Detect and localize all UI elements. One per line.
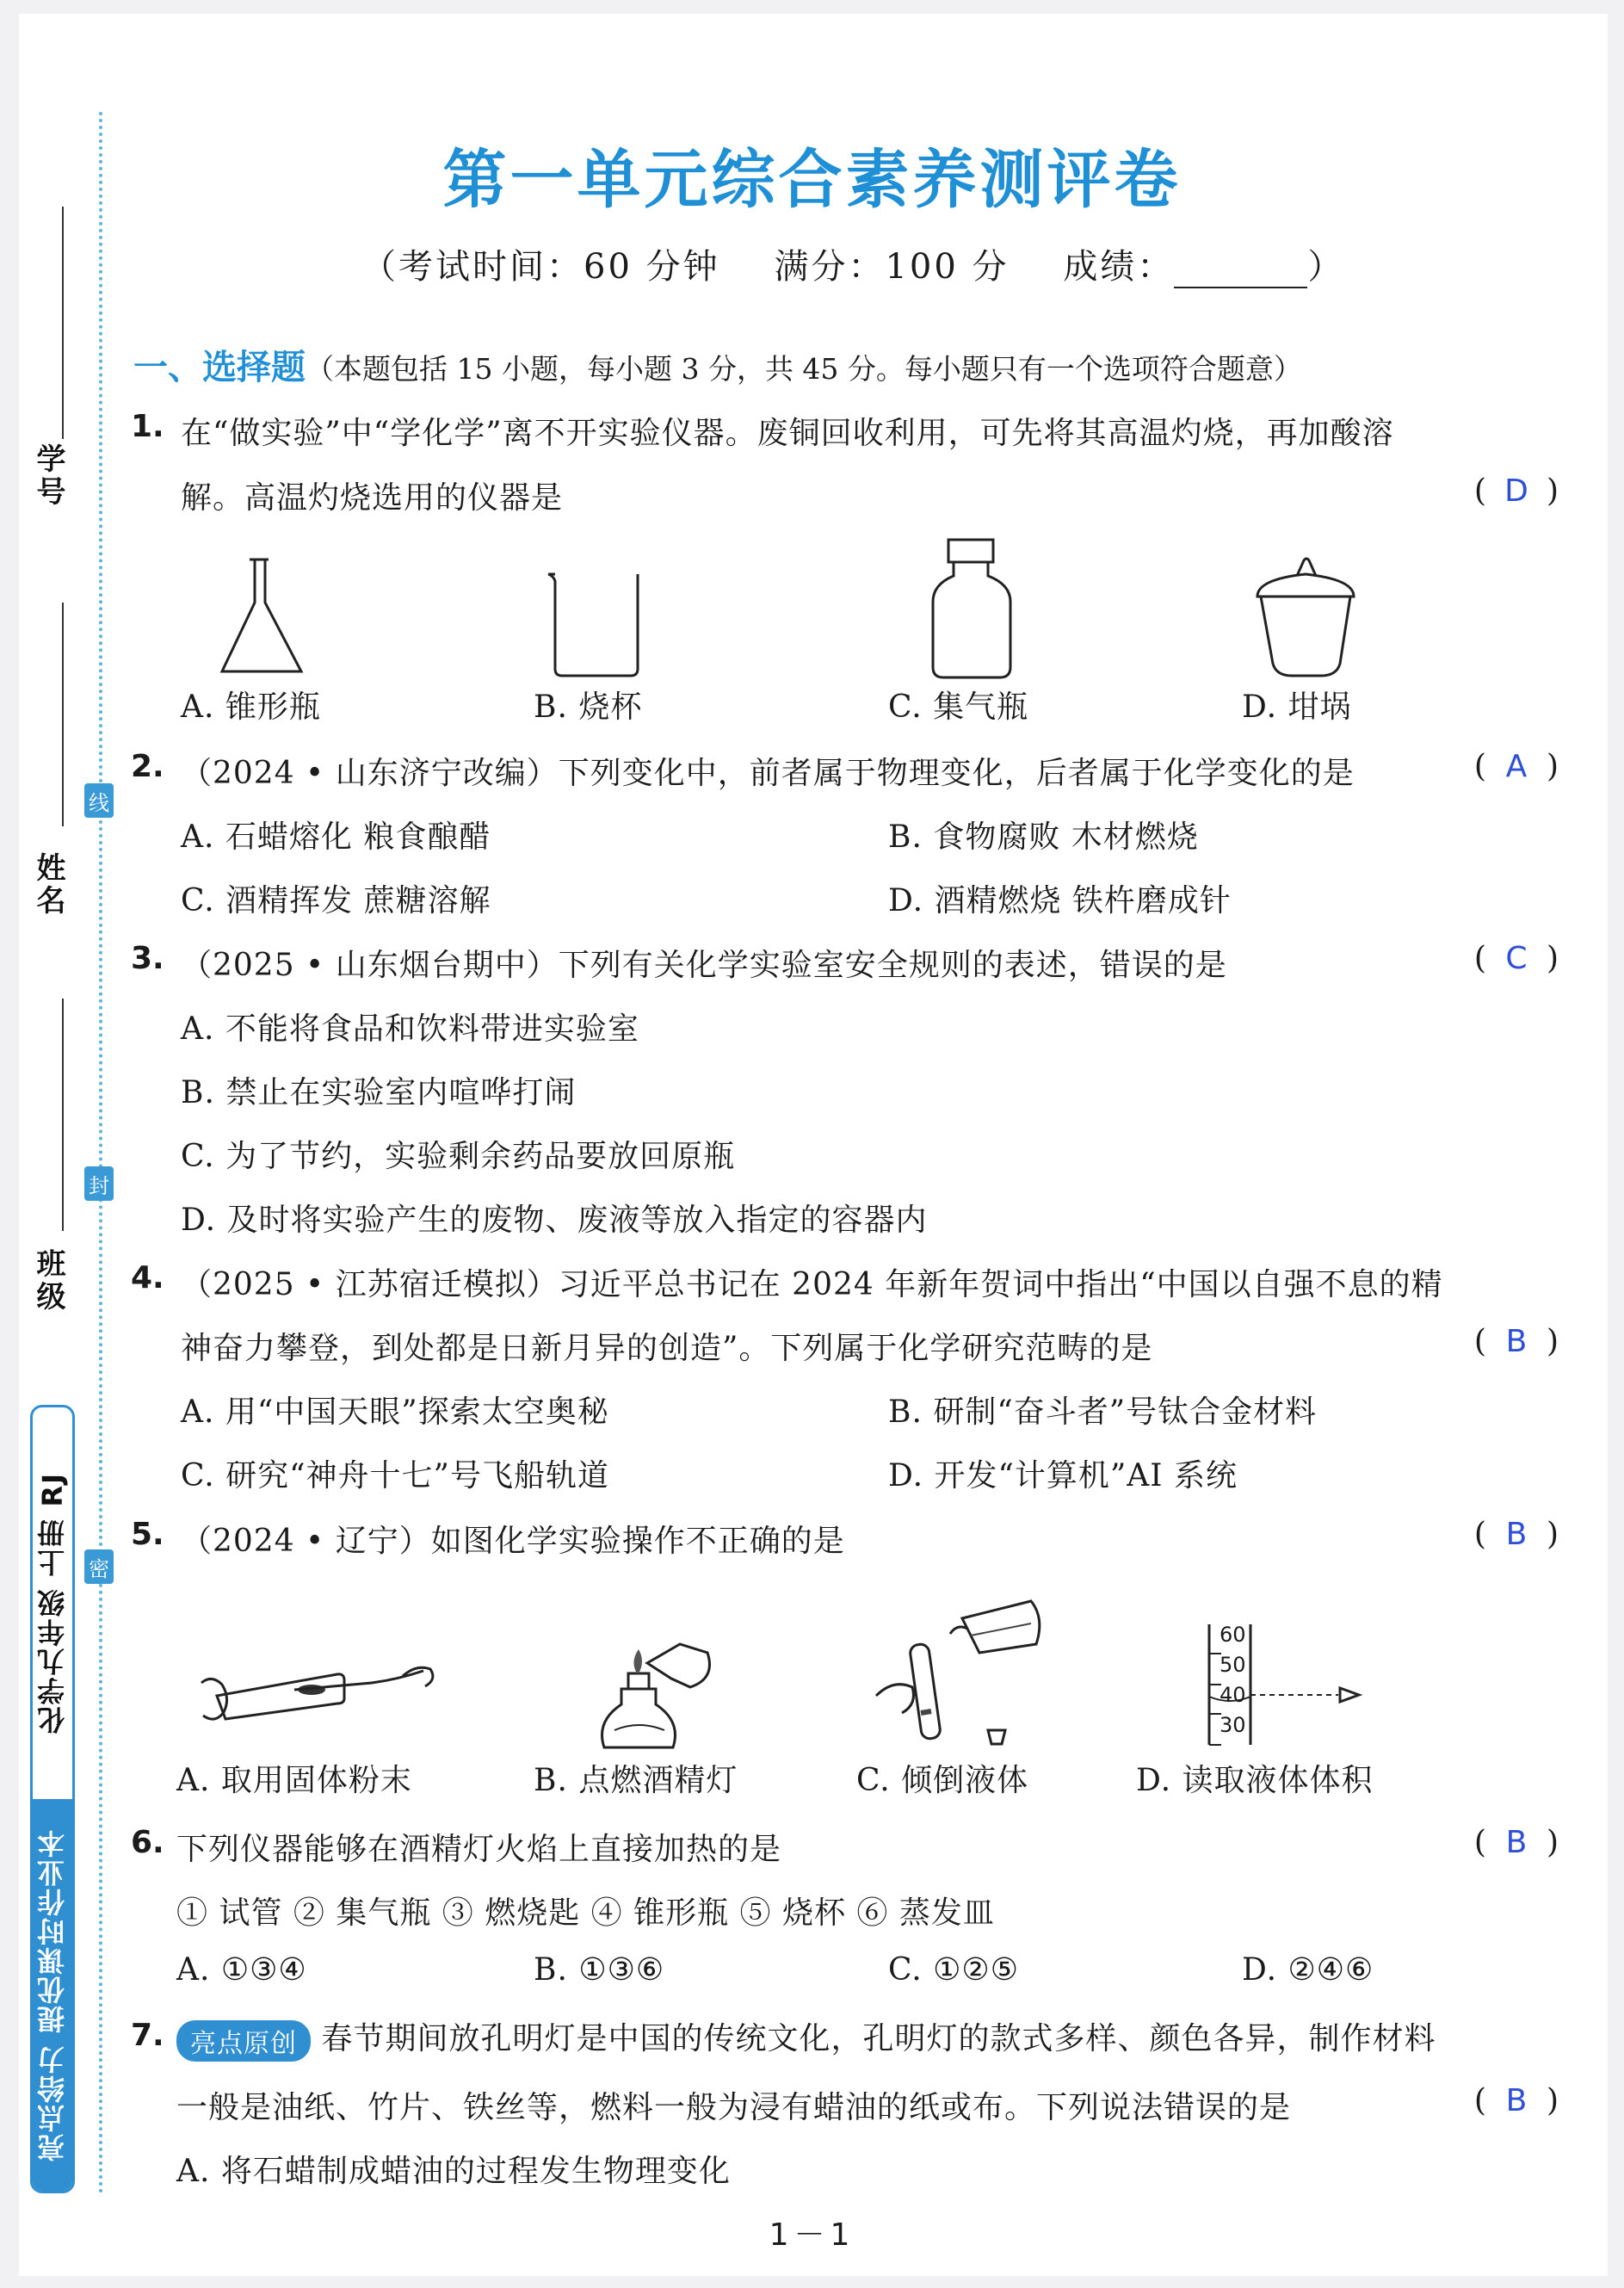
- q2-number: 2.: [131, 749, 164, 784]
- q6-option-b: B. ①③⑥: [534, 1952, 665, 1988]
- score-label: 成绩：: [1063, 247, 1175, 287]
- q3-number: 3.: [131, 941, 164, 976]
- q1-number: 1.: [131, 409, 164, 444]
- student-id-label: 学号: [31, 443, 65, 509]
- binding-mark-seal: 封: [84, 1166, 114, 1201]
- q6-answer: B: [1505, 1825, 1528, 1860]
- cylinder-tick-30: 30: [1220, 1713, 1246, 1737]
- q4-option-a: A. 用“中国天眼”探索太空奥秘: [181, 1394, 609, 1430]
- q4-option-b: B. 研制“奋斗者”号钛合金材料: [888, 1394, 1318, 1430]
- erlenmeyer-flask-figure: [215, 558, 318, 678]
- q1-stem-line2: 解。高温灼烧选用的仪器是: [181, 480, 564, 516]
- page-title: 第一单元综合素养测评卷: [442, 143, 1182, 217]
- q3-option-c: C. 为了节约，实验剩余药品要放回原瓶: [181, 1139, 736, 1174]
- q7-option-a: A. 将石蜡制成蜡油的过程发生物理变化: [176, 2154, 731, 2189]
- binding-mark-cut: 密: [84, 1549, 114, 1584]
- page-number: 1－1: [769, 2217, 855, 2253]
- name-label: 姓名: [31, 852, 65, 918]
- beaker-figure: [546, 564, 650, 680]
- q1-answer: D: [1504, 473, 1528, 509]
- q1-option-d: D. 坩埚: [1242, 689, 1352, 725]
- section-note: （本题包括 15 小题，每小题 3 分，共 45 分。每小题只有一个选项符合题意）: [306, 352, 1302, 386]
- powder-in-tube-figure: [200, 1648, 441, 1743]
- section-heading: [133, 340, 1302, 389]
- q5-answer: B: [1505, 1517, 1528, 1552]
- q1-option-b: B. 烧杯: [534, 689, 643, 725]
- q2-option-b: B. 食物腐败 木材燃烧: [888, 819, 1199, 855]
- q1-stem-line1: 在“做实验”中“学化学”离不开实验仪器。废铜回收利用，可先将其高温灼烧，再加酸溶: [181, 416, 1394, 451]
- q5-number: 5.: [131, 1517, 164, 1552]
- binding-mark-line: 线: [84, 783, 114, 818]
- q6-option-c: C. ①②⑤: [888, 1952, 1019, 1988]
- cylinder-tick-50: 50: [1220, 1653, 1246, 1677]
- q4-answer-box: ( B ): [1473, 1324, 1559, 1359]
- q7-number: 7.: [131, 2018, 164, 2053]
- q4-stem-line1: （2025 • 江苏宿迁模拟）习近平总书记在 2024 年新年贺词中指出“中国以自强不息的精: [181, 1267, 1443, 1302]
- exam-info: [361, 239, 1344, 288]
- q6-stem: 下列仪器能够在酒精灯火焰上直接加热的是: [176, 1832, 782, 1867]
- q2-stem: （2024 • 山东济宁改编）下列变化中，前者属于物理变化，后者属于化学变化的是: [181, 756, 1355, 791]
- q5-stem: （2024 • 辽宁）如图化学实验操作不正确的是: [181, 1524, 845, 1559]
- q2-option-c: C. 酒精挥发 蔗糖溶解: [181, 883, 491, 918]
- crucible-figure: [1252, 555, 1364, 680]
- q3-stem: （2025 • 山东烟台期中）下列有关化学实验室安全规则的表述，错误的是: [181, 948, 1227, 983]
- q1-option-c: C. 集气瓶: [888, 689, 1029, 725]
- q4-number: 4.: [131, 1260, 164, 1296]
- q7-stem-line1: [176, 2014, 1436, 2062]
- q5-option-a: A. 取用固体粉末: [176, 1763, 412, 1798]
- q2-option-a: A. 石蜡熔化 粮食酿醋: [181, 819, 491, 855]
- q7-line1-text: 春节期间放孔明灯是中国的传统文化，孔明灯的款式多样、颜色各异，制作材料: [321, 2021, 1436, 2056]
- highlight-badge: 亮点原创: [176, 2020, 311, 2062]
- q2-answer-box: ( A ): [1473, 749, 1559, 784]
- section-title: 一、选择题: [133, 348, 306, 387]
- q2-option-d: D. 酒精燃烧 铁杵磨成针: [888, 883, 1232, 918]
- edition-text: 化学九年级 上册 RJ: [36, 1472, 69, 1735]
- lighting-alcohol-lamp-figure: [587, 1618, 725, 1756]
- q3-option-d: D. 及时将实验产生的废物、废液等放入指定的容器内: [181, 1203, 928, 1238]
- pouring-liquid-figure: [868, 1584, 1048, 1747]
- brand-text: 亮点给力 提优课时作业本: [36, 1827, 69, 2162]
- q6-items: ① 试管 ② 集气瓶 ③ 燃烧匙 ④ 锥形瓶 ⑤ 烧杯 ⑥ 蒸发皿: [176, 1895, 995, 1931]
- q3-option-a: A. 不能将食品和饮料带进实验室: [181, 1011, 639, 1047]
- q1-answer-box: ( D ): [1473, 473, 1559, 509]
- q7-answer-box: ( B ): [1473, 2083, 1559, 2118]
- q6-option-a: A. ①③④: [176, 1952, 307, 1988]
- q5-option-d: D. 读取液体体积: [1136, 1763, 1374, 1798]
- score-blank: [1174, 252, 1307, 288]
- class-label: 班级: [31, 1248, 65, 1314]
- q5-option-b: B. 点燃酒精灯: [534, 1763, 738, 1798]
- q6-number: 6.: [131, 1825, 164, 1860]
- class-blank: [62, 999, 64, 1231]
- series-sidebar: [30, 1405, 75, 2193]
- q1-option-a: A. 锥形瓶: [181, 689, 321, 725]
- q3-answer-box: ( C ): [1473, 941, 1559, 976]
- q7-answer: B: [1505, 2083, 1528, 2118]
- q3-option-b: B. 禁止在实验室内喧哗打闹: [181, 1075, 577, 1110]
- q2-answer: A: [1505, 749, 1528, 784]
- binding-dotted-line: [99, 112, 102, 2195]
- q6-option-d: D. ②④⑥: [1242, 1952, 1374, 1988]
- close-paren: ）: [1307, 247, 1345, 287]
- gas-collecting-bottle-figure: [931, 538, 1017, 680]
- q3-answer: C: [1505, 941, 1528, 976]
- q5-answer-box: ( B ): [1473, 1517, 1559, 1552]
- q4-stem-line2: 神奋力攀登，到处都是日新月异的创造”。下列属于化学研究范畴的是: [181, 1331, 1153, 1366]
- cylinder-tick-60: 60: [1220, 1623, 1246, 1647]
- q5-option-c: C. 倾倒液体: [856, 1763, 1029, 1798]
- q4-option-c: C. 研究“神舟十七”号飞船轨道: [181, 1458, 609, 1493]
- q4-option-d: D. 开发“计算机”AI 系统: [888, 1458, 1238, 1493]
- exam-time: （考试时间：60 分钟: [361, 247, 720, 287]
- student-id-blank: [62, 207, 64, 439]
- full-score: 满分：100 分: [774, 247, 1010, 287]
- q4-answer: B: [1505, 1324, 1528, 1359]
- q7-stem-line2: 一般是油纸、竹片、铁丝等，燃料一般为浸有蜡油的纸或布。下列说法错误的是: [176, 2090, 1292, 2125]
- q6-answer-box: ( B ): [1473, 1825, 1559, 1860]
- cylinder-scale: [1220, 1620, 1246, 1741]
- name-blank: [62, 603, 64, 826]
- cylinder-tick-40: 40: [1220, 1683, 1246, 1707]
